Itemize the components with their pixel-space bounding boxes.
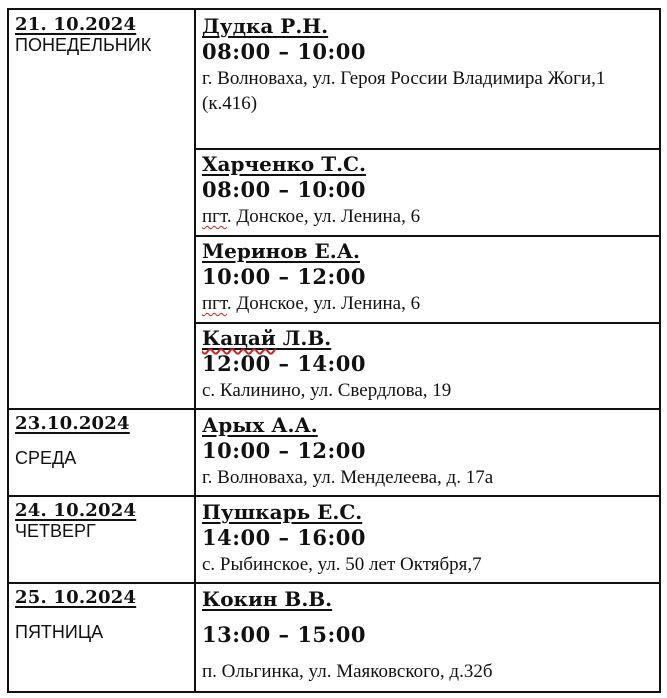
address: с. Калинино, ул. Свердлова, 19 xyxy=(202,380,452,401)
time-range: 13:00 – 15:00 xyxy=(202,622,367,647)
weekday-label: СРЕДА xyxy=(15,448,77,468)
schedule-entry xyxy=(202,239,654,316)
row-divider xyxy=(194,148,659,150)
weekday-label: ПОНЕДЕЛЬНИК xyxy=(15,35,152,55)
doctor-name: Кокин В.В. xyxy=(202,587,333,611)
doctor-name: Меринов Е.А. xyxy=(202,239,360,263)
date-label: 24. 10.2024 xyxy=(15,500,137,521)
schedule-table xyxy=(7,8,661,693)
doctor-name: Пушкарь Е.С. xyxy=(202,500,363,524)
doctor-name: Дудка Р.Н. xyxy=(202,14,329,38)
row-divider xyxy=(9,582,659,584)
address-rest: . Донское, ул. Ленина, 6 xyxy=(226,206,421,227)
doctor-name: Харченко Т.С. xyxy=(202,152,366,176)
row-divider xyxy=(9,408,659,410)
weekday-label: ПЯТНИЦА xyxy=(15,622,104,642)
schedule-entry xyxy=(202,413,654,490)
time-range: 10:00 – 12:00 xyxy=(202,438,367,463)
time-range: 08:00 – 10:00 xyxy=(202,39,367,64)
spellcheck-marked-word: пгт xyxy=(202,206,227,227)
address: п. Ольгинка, ул. Маяковского, д.32б xyxy=(202,661,493,682)
schedule-entry xyxy=(202,326,654,403)
row-divider xyxy=(9,495,659,497)
weekday-label: ЧЕТВЕРГ xyxy=(15,521,96,541)
column-divider xyxy=(194,10,196,691)
time-range: 14:00 – 16:00 xyxy=(202,525,367,550)
name-rest: Л.В. xyxy=(275,326,332,350)
date-label: 23.10.2024 xyxy=(15,413,130,434)
day-cell xyxy=(15,14,190,56)
doctor-name xyxy=(202,326,654,350)
spellcheck-marked-name: Кацай xyxy=(202,326,276,350)
day-cell xyxy=(15,500,190,542)
address: г. Волноваха, ул. Менделеева, д. 17а xyxy=(202,467,494,488)
date-label: 25. 10.2024 xyxy=(15,587,137,608)
time-range: 10:00 – 12:00 xyxy=(202,264,367,289)
spellcheck-marked-word: пгт xyxy=(202,293,227,314)
row-divider xyxy=(194,235,659,237)
schedule-entry xyxy=(202,500,654,577)
address xyxy=(202,204,654,229)
day-cell xyxy=(15,413,190,469)
schedule-entry xyxy=(202,152,654,229)
address xyxy=(202,291,654,316)
doctor-name: Арых А.А. xyxy=(202,413,318,437)
schedule-entry xyxy=(202,587,654,684)
address: г. Волноваха, ул. Героя России Владимира Жоги,1 (к.416) xyxy=(202,68,606,114)
day-cell xyxy=(15,587,190,643)
date-label: 21. 10.2024 xyxy=(15,14,137,35)
row-divider xyxy=(194,322,659,324)
address-rest: . Донское, ул. Ленина, 6 xyxy=(226,293,421,314)
time-range: 12:00 – 14:00 xyxy=(202,351,367,376)
time-range: 08:00 – 10:00 xyxy=(202,177,367,202)
schedule-entry xyxy=(202,14,654,116)
address: с. Рыбинское, ул. 50 лет Октября,7 xyxy=(202,554,482,575)
